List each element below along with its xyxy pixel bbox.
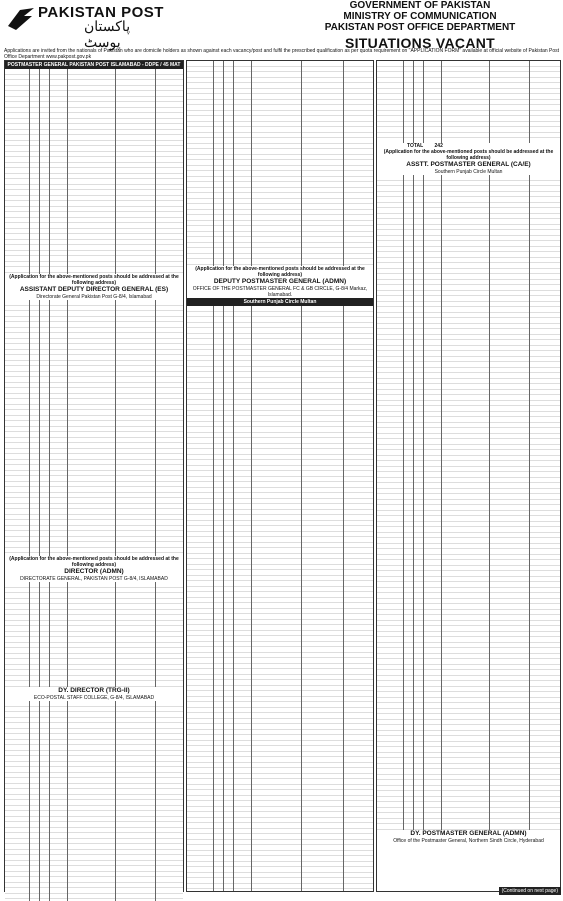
logo-text: PAKISTAN POST [38,4,164,21]
vacancy-table [5,300,183,556]
vacancy-table [377,175,560,830]
ministry-title: MINISTRY OF COMMUNICATION [343,11,497,22]
column-2 [186,60,374,892]
section-title: ASSISTANT DEPUTY DIRECTOR GENERAL (ES) [19,286,169,293]
logo-urdu-text: پاکستان پوسٹ [84,19,131,51]
total-label: TOTAL [407,143,424,149]
page-header [0,0,563,51]
section-head: POSTMASTER GENERAL PAKISTAN POST ISLAMABAD - DDPE / 45 MAT [5,61,183,69]
section-subtitle: Office of the Postmaster General, Northern Sindh Circle, Hyderabad [393,838,544,844]
section-note: (Application for the above-mentioned posts should be addressed at the following address) [195,266,365,278]
continued-footer: (Continued on next page) [499,887,561,895]
section-subtitle: DIRECTORATE GENERAL, PAKISTAN POST G-8/4, ISLAMABAD [20,576,168,582]
header-titles [280,0,560,51]
section-title: DY. DIRECTOR (TRG-II) [58,687,130,694]
section-head: Southern Punjab Circle Multan [187,298,373,306]
vacancy-table [5,69,183,274]
vacancy-table [5,582,183,687]
total-value: 242 [434,143,443,149]
section-subtitle: ECO-POSTAL STAFF COLLEGE, G-8/4, ISLAMABAD [33,695,155,701]
page-title: SITUATIONS VACANT [344,35,496,51]
section-title: DIRECTOR (ADMN) [64,568,124,575]
vacancy-table [5,701,183,901]
section-note: (Application for the above-mentioned posts should be addressed at the following address) [383,149,554,161]
section-subtitle: Directorate General Pakistan Post G-8/4, Islamabad [36,294,152,300]
department-title: PAKISTAN POST OFFICE DEPARTMENT [324,22,516,33]
column-3 [376,60,561,892]
section-subtitle: OFFICE OF THE POSTMASTER GENERAL FC & GB CIRCLE, G-8/4 Markaz, Islamabad. [192,286,368,298]
bird-logo-icon [6,4,36,34]
section-title: ASSTT. POSTMASTER GENERAL (CA/E) [406,161,531,168]
vacancy-table [187,306,373,891]
section-note: (Application for the above-mentioned posts should be addressed at the following address) [9,556,179,568]
intro-paragraph: Applications are invited from the nationals of Pakistan who are domicile holders as shown against each vacancy/post and fulfil the prescribed qualification as per quota requirement on "APPLICATION FORM" available at official website of Pakistan Post Office Department www.pakpost.gov.pk [4,48,560,60]
gov-title: GOVERNMENT OF PAKISTAN [349,0,491,11]
vacancy-table [377,61,560,143]
section-title: DY. POSTMASTER GENERAL (ADMN) [410,830,527,837]
section-subtitle: Southern Punjab Circle Multan [434,169,503,175]
column-1 [4,60,184,892]
section-title: DEPUTY POSTMASTER GENERAL (ADMN) [213,278,347,285]
pakistan-post-logo [6,4,164,51]
vacancy-table [187,61,373,266]
section-note: (Application for the above-mentioned posts should be addressed at the following address) [9,274,179,286]
